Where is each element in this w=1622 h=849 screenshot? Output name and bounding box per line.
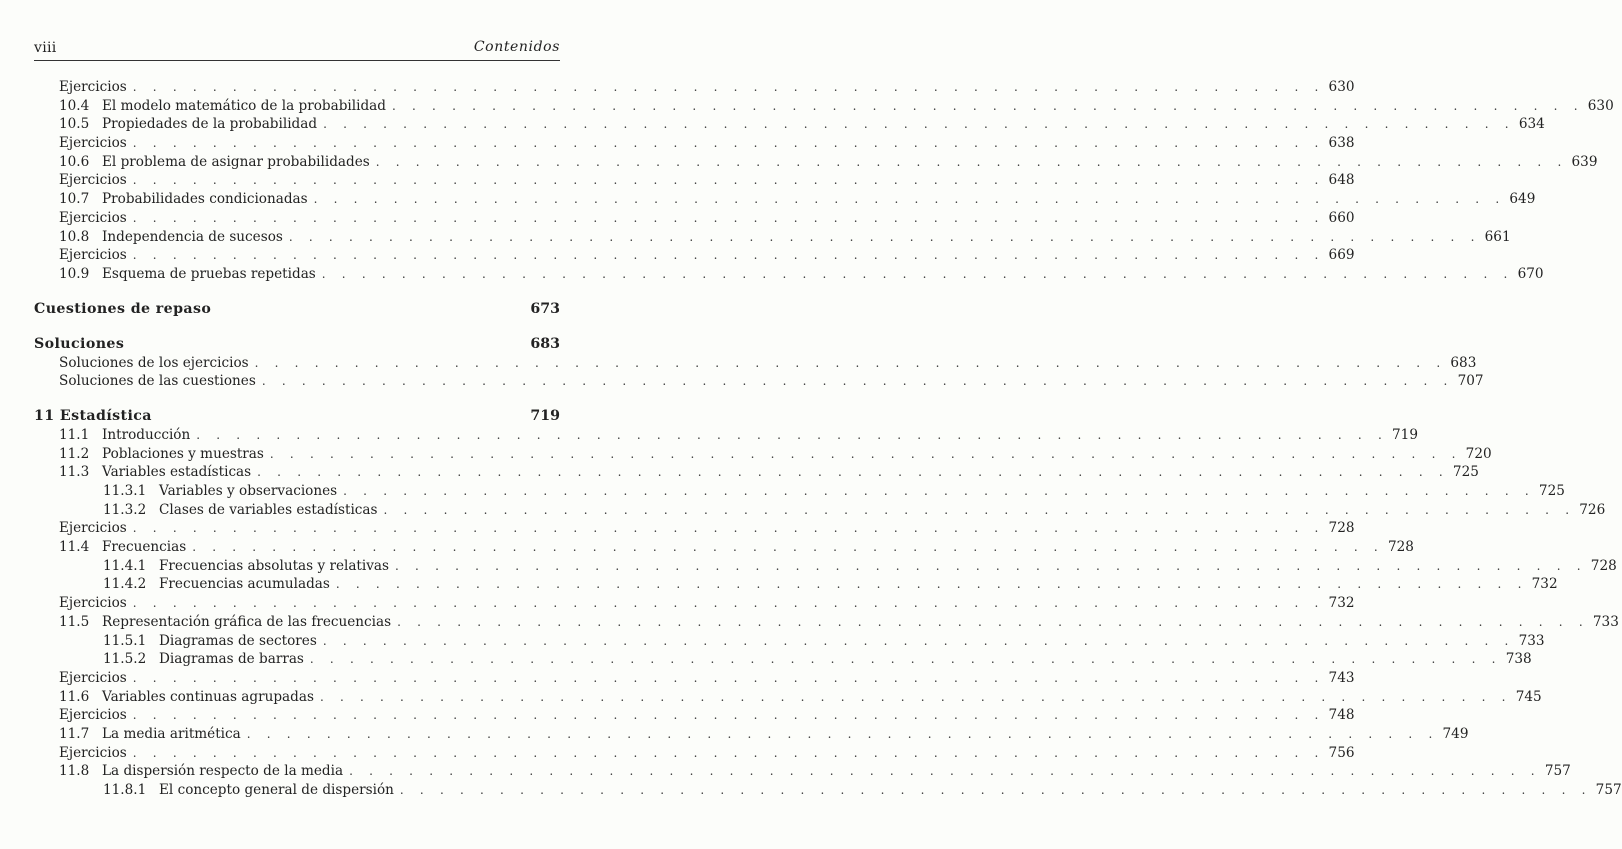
- entry-label: [103, 482, 343, 501]
- entry-number: 10.5: [59, 116, 90, 133]
- entry-number: 10.6: [59, 153, 90, 170]
- entry-number: 11.6: [59, 688, 90, 705]
- running-header: [34, 38, 560, 61]
- entry-title: Ejercicios: [59, 209, 127, 226]
- entry-label: [59, 115, 323, 134]
- toc-entry-ejercicios[interactable]: [34, 519, 1355, 538]
- entry-title: Ejercicios: [59, 247, 127, 264]
- entry-title: Representación gráfica de las frecuencias: [102, 613, 392, 630]
- entry-title: El problema de asignar probabilidades: [102, 153, 370, 170]
- toc-entry-ejercicios[interactable]: [34, 209, 1355, 228]
- entry-number: 11.7: [59, 725, 90, 742]
- dot-leader: . . . . . . . . . . . . . . . . . . . . . . . . . . . . . . . . . . . . . . . . . . . . . . . . . . . . . . . . . . . .: [319, 689, 1512, 704]
- entry-title: Clases de variables estadísticas: [159, 501, 378, 518]
- dot-leader: . . . . . . . . . . . . . . . . . . . . . . . . . . . . . . . . . . . . . . . . . . . . . . . . . . . . . . . . . . . .: [383, 502, 1576, 517]
- entry-label: [59, 228, 289, 247]
- entry-page: 749: [1438, 725, 1468, 744]
- toc-entry-11-5-2[interactable]: [34, 650, 1532, 669]
- entry-page: 728: [1587, 557, 1617, 576]
- entry-page: 719: [1388, 426, 1418, 445]
- entry-title: Soluciones de las cuestiones: [59, 373, 256, 390]
- entry-number: 11.8.1: [103, 782, 147, 798]
- entry-label: [59, 372, 262, 391]
- chapter-page: 719: [530, 407, 560, 424]
- entry-page: 720: [1462, 445, 1492, 464]
- dot-leader: . . . . . . . . . . . . . . . . . . . . . . . . . . . . . . . . . . . . . . . . . . . . . . . . . . . . . . . . . . . .: [335, 577, 1528, 592]
- toc-block-soluciones: [34, 354, 1484, 391]
- dot-leader: . . . . . . . . . . . . . . . . . . . . . . . . . . . . . . . . . . . . . . . . . . . . . . . . . . . . . . . . . . . .: [132, 173, 1325, 188]
- dot-leader: . . . . . . . . . . . . . . . . . . . . . . . . . . . . . . . . . . . . . . . . . . . . . . . . . . . . . . . . . . . .: [399, 783, 1592, 797]
- entry-label: [103, 575, 336, 594]
- entry-page: 660: [1325, 209, 1355, 228]
- entry-label: [59, 153, 376, 172]
- entry-page: 748: [1325, 706, 1355, 725]
- entry-label: [59, 519, 133, 538]
- dot-leader: . . . . . . . . . . . . . . . . . . . . . . . . . . . . . . . . . . . . . . . . . . . . . . . . . . . . . . . . . . . .: [343, 484, 1535, 498]
- dot-leader: . . . . . . . . . . . . . . . . . . . . . . . . . . . . . . . . . . . . . . . . . . . . . . . . . . . . . . . . . . . .: [261, 374, 1454, 389]
- entry-label: [59, 445, 270, 464]
- toc-entry-10-7[interactable]: [34, 190, 1536, 209]
- entry-number: 11.8: [59, 763, 90, 780]
- entry-number: 11.2: [59, 445, 90, 462]
- entry-page: 634: [1515, 115, 1545, 134]
- entry-label: [59, 688, 320, 707]
- toc-entry-ejercicios[interactable]: [34, 246, 1355, 265]
- dot-leader: . . . . . . . . . . . . . . . . . . . . . . . . . . . . . . . . . . . . . . . . . . . . . . . . . . . . . . . . . . . .: [322, 633, 1515, 648]
- entry-title: Probabilidades condicionadas: [102, 191, 308, 208]
- entry-label: [59, 538, 192, 557]
- toc-entry-11-1[interactable]: [34, 426, 1418, 445]
- toc-chapter-11[interactable]: [34, 407, 560, 426]
- entry-title: Ejercicios: [59, 595, 127, 612]
- entry-label: [59, 246, 133, 265]
- entry-page: 725: [1535, 482, 1565, 501]
- toc-part-cuestiones[interactable]: [34, 300, 560, 319]
- entry-number: 10.9: [59, 265, 90, 282]
- dot-leader: . . . . . . . . . . . . . . . . . . . . . . . . . . . . . . . . . . . . . . . . . . . . . . . . . . . . . . . . . . . .: [391, 98, 1584, 113]
- entry-label: [59, 134, 133, 153]
- toc-block-chapter-11: [34, 426, 1622, 800]
- dot-leader: . . . . . . . . . . . . . . . . . . . . . . . . . . . . . . . . . . . . . . . . . . . . . . . . . . . . . . . . . . . .: [397, 614, 1589, 629]
- entry-number: 11.5: [59, 613, 90, 630]
- toc-entry-soluciones-de-las-cuestiones[interactable]: [34, 372, 1484, 391]
- dot-leader: . . . . . . . . . . . . . . . . . . . . . . . . . . . . . . . . . . . . . . . . . . . . . . . . . . . . . . . . . . . .: [132, 670, 1325, 685]
- entry-page: 669: [1325, 246, 1355, 265]
- dot-leader: . . . . . . . . . . . . . . . . . . . . . . . . . . . . . . . . . . . . . . . . . . . . . . . . . . . . . . . . . . . .: [196, 427, 1388, 442]
- toc-entry-10-9[interactable]: [34, 265, 1544, 284]
- entry-number: 10.4: [59, 97, 90, 114]
- entry-page: 648: [1325, 171, 1355, 190]
- toc-entry-11-4-1[interactable]: [34, 557, 1617, 576]
- toc-entry-11-3-1[interactable]: [34, 482, 1565, 501]
- toc-entry-ejercicios[interactable]: [34, 171, 1355, 190]
- toc-entry-10-5[interactable]: [34, 115, 1545, 134]
- toc-entry-11-8[interactable]: [34, 762, 1571, 781]
- entry-title: Soluciones de los ejercicios: [59, 354, 249, 371]
- entry-title: Frecuencias acumuladas: [159, 576, 330, 593]
- entry-number: 11.4.2: [103, 576, 147, 593]
- entry-label: [59, 97, 392, 116]
- entry-label: [59, 613, 397, 632]
- entry-number: 11.5.1: [103, 632, 147, 649]
- entry-title: Diagramas de sectores: [159, 632, 317, 649]
- toc-entry-ejercicios[interactable]: [34, 744, 1355, 763]
- dot-leader: . . . . . . . . . . . . . . . . . . . . . . . . . . . . . . . . . . . . . . . . . . . . . . . . . . . . . . . . . . . .: [192, 540, 1384, 555]
- entry-title: Diagramas de barras: [159, 651, 304, 668]
- part-page: 673: [530, 300, 560, 317]
- entry-label: [59, 594, 133, 613]
- toc-entry-ejercicios[interactable]: [34, 594, 1355, 613]
- dot-leader: . . . . . . . . . . . . . . . . . . . . . . . . . . . . . . . . . . . . . . . . . . . . . . . . . . . . . . . . . . . .: [254, 355, 1447, 370]
- entry-page: 738: [1502, 650, 1532, 669]
- toc-entry-ejercicios[interactable]: [34, 669, 1355, 688]
- toc-entry-ejercicios[interactable]: [34, 706, 1355, 725]
- dot-leader: . . . . . . . . . . . . . . . . . . . . . . . . . . . . . . . . . . . . . . . . . . . . . . . . . . . . . . . . . . . .: [132, 708, 1325, 723]
- entry-title: La dispersión respecto de la media: [102, 763, 344, 780]
- entry-title: Ejercicios: [59, 520, 127, 537]
- running-title: Contenidos: [473, 39, 560, 55]
- entry-label: [59, 265, 322, 284]
- entry-page: 670: [1514, 265, 1544, 284]
- dot-leader: . . . . . . . . . . . . . . . . . . . . . . . . . . . . . . . . . . . . . . . . . . . . . . . . . . . . . . . . . . . .: [309, 652, 1502, 667]
- entry-page: 707: [1454, 372, 1484, 391]
- entry-title: Frecuencias absolutas y relativas: [159, 557, 390, 574]
- toc-entry-11-6[interactable]: [34, 688, 1542, 707]
- entry-number: 10.7: [59, 191, 90, 208]
- entry-number: 10.8: [59, 228, 90, 245]
- toc-entry-11-8-1[interactable]: [34, 781, 1622, 800]
- entry-label: [59, 426, 196, 445]
- entry-number: 11.3.1: [103, 483, 147, 499]
- toc-entry-10-6[interactable]: [34, 153, 1598, 172]
- entry-title: Ejercicios: [59, 135, 127, 152]
- entry-label: [59, 190, 314, 209]
- toc-entry-soluciones-de-los-ejercicios[interactable]: [34, 354, 1477, 373]
- dot-leader: . . . . . . . . . . . . . . . . . . . . . . . . . . . . . . . . . . . . . . . . . . . . . . . . . . . . . . . . . . . .: [349, 764, 1541, 779]
- entry-label: [59, 171, 133, 190]
- entry-page: 638: [1325, 134, 1355, 153]
- dot-leader: . . . . . . . . . . . . . . . . . . . . . . . . . . . . . . . . . . . . . . . . . . . . . . . . . . . . . . . . . . . .: [132, 596, 1325, 611]
- entry-page: 733: [1589, 613, 1619, 632]
- dot-leader: . . . . . . . . . . . . . . . . . . . . . . . . . . . . . . . . . . . . . . . . . . . . . . . . . . . . . . . . . . . .: [132, 248, 1325, 263]
- entry-title: Introducción: [102, 426, 191, 443]
- entry-number: 11.4: [59, 539, 90, 556]
- entry-label: [59, 669, 133, 688]
- dot-leader: . . . . . . . . . . . . . . . . . . . . . . . . . . . . . . . . . . . . . . . . . . . . . . . . . . . . . . . . . . . .: [323, 117, 1515, 132]
- entry-title: Frecuencias: [102, 539, 187, 556]
- entry-number: 11.3: [59, 464, 90, 481]
- part-title: Cuestiones de repaso: [34, 300, 212, 317]
- dot-leader: . . . . . . . . . . . . . . . . . . . . . . . . . . . . . . . . . . . . . . . . . . . . . . . . . . . . . . . . . . . .: [246, 726, 1439, 741]
- entry-number: 11.1: [59, 426, 90, 443]
- entry-title: Variables estadísticas: [102, 464, 252, 481]
- entry-title: Independencia de sucesos: [102, 228, 283, 245]
- entry-page: 630: [1584, 97, 1614, 116]
- entry-title: Variables continuas agrupadas: [102, 688, 314, 705]
- entry-page: 639: [1567, 153, 1597, 172]
- toc-entry-10-8[interactable]: [34, 228, 1511, 247]
- entry-number: 11.5.2: [103, 651, 147, 668]
- entry-page: 732: [1528, 575, 1558, 594]
- entry-page: 757: [1541, 762, 1571, 781]
- dot-leader: . . . . . . . . . . . . . . . . . . . . . . . . . . . . . . . . . . . . . . . . . . . . . . . . . . . . . . . . . . . .: [321, 266, 1514, 281]
- entry-page: 683: [1446, 354, 1476, 373]
- dot-leader: . . . . . . . . . . . . . . . . . . . . . . . . . . . . . . . . . . . . . . . . . . . . . . . . . . . . . . . . . . . .: [132, 136, 1325, 151]
- entry-page: 756: [1325, 744, 1355, 763]
- entry-title: Propiedades de la probabilidad: [102, 116, 318, 133]
- dot-leader: . . . . . . . . . . . . . . . . . . . . . . . . . . . . . . . . . . . . . . . . . . . . . . . . . . . . . . . . . . . .: [132, 745, 1325, 760]
- dot-leader: . . . . . . . . . . . . . . . . . . . . . . . . . . . . . . . . . . . . . . . . . . . . . . . . . . . . . . . . . . . .: [257, 465, 1449, 480]
- dot-leader: . . . . . . . . . . . . . . . . . . . . . . . . . . . . . . . . . . . . . . . . . . . . . . . . . . . . . . . . . . . .: [313, 192, 1506, 207]
- dot-leader: . . . . . . . . . . . . . . . . . . . . . . . . . . . . . . . . . . . . . . . . . . . . . . . . . . . . . . . . . . . .: [132, 210, 1325, 225]
- entry-title: La media aritmética: [102, 725, 241, 742]
- dot-leader: . . . . . . . . . . . . . . . . . . . . . . . . . . . . . . . . . . . . . . . . . . . . . . . . . . . . . . . . . . . .: [132, 521, 1325, 536]
- entry-label: [59, 725, 247, 744]
- entry-page: 745: [1512, 688, 1542, 707]
- entry-label: [59, 209, 133, 228]
- entry-page: 728: [1325, 519, 1355, 538]
- page-number: viii: [34, 40, 57, 56]
- chapter-title: 11 Estadística: [34, 407, 152, 424]
- entry-title: Ejercicios: [59, 744, 127, 761]
- entry-label: [59, 744, 133, 763]
- part-page: 683: [530, 335, 560, 352]
- entry-page: 733: [1515, 632, 1545, 651]
- toc-entry-11-4-2[interactable]: [34, 575, 1558, 594]
- entry-title: El concepto general de dispersión: [159, 782, 394, 798]
- entry-page: 725: [1449, 463, 1479, 482]
- entry-label: [103, 650, 310, 669]
- entry-number: 11.4.1: [103, 557, 147, 574]
- entry-page: 757: [1592, 781, 1622, 800]
- toc-entry-11-7[interactable]: [34, 725, 1469, 744]
- entry-title: Ejercicios: [59, 707, 127, 724]
- toc-entry-11-5[interactable]: [34, 613, 1619, 632]
- entry-page: 743: [1325, 669, 1355, 688]
- entry-page: 630: [1325, 78, 1355, 97]
- entry-number: 11.3.2: [103, 501, 147, 518]
- toc-entry-11-5-1[interactable]: [34, 632, 1545, 651]
- entry-label: [59, 354, 255, 373]
- toc-entry-11-3[interactable]: [34, 463, 1479, 482]
- entry-title: Ejercicios: [59, 669, 127, 686]
- entry-label: [103, 557, 395, 576]
- entry-title: Variables y observaciones: [159, 483, 338, 499]
- entry-page: 661: [1481, 228, 1511, 247]
- entry-page: 732: [1325, 594, 1355, 613]
- dot-leader: . . . . . . . . . . . . . . . . . . . . . . . . . . . . . . . . . . . . . . . . . . . . . . . . . . . . . . . . . . . .: [269, 446, 1462, 461]
- entry-title: El modelo matemático de la probabilidad: [102, 97, 386, 114]
- entry-label: [59, 78, 133, 97]
- entry-label: [103, 632, 323, 651]
- entry-title: Poblaciones y muestras: [102, 445, 264, 462]
- entry-page: 728: [1384, 538, 1414, 557]
- entry-title: Ejercicios: [59, 79, 127, 95]
- entry-label: [59, 706, 133, 725]
- entry-label: [59, 762, 349, 781]
- entry-page: 726: [1575, 501, 1605, 520]
- entry-title: Esquema de pruebas repetidas: [102, 265, 316, 282]
- entry-title: Ejercicios: [59, 172, 127, 189]
- entry-page: 649: [1505, 190, 1535, 209]
- table-of-contents: [34, 78, 1622, 800]
- part-title: Soluciones: [34, 335, 125, 352]
- dot-leader: . . . . . . . . . . . . . . . . . . . . . . . . . . . . . . . . . . . . . . . . . . . . . . . . . . . . . . . . . . . .: [288, 229, 1481, 244]
- toc-entry-11-4[interactable]: [34, 538, 1414, 557]
- dot-leader: . . . . . . . . . . . . . . . . . . . . . . . . . . . . . . . . . . . . . . . . . . . . . . . . . . . . . . . . . . . .: [395, 558, 1587, 573]
- toc-entry-ejercicios[interactable]: [34, 78, 1355, 97]
- toc-entry-ejercicios[interactable]: [34, 134, 1355, 153]
- toc-entry-10-4[interactable]: [34, 97, 1614, 116]
- toc-part-soluciones[interactable]: [34, 335, 560, 354]
- entry-label: [103, 501, 383, 520]
- toc-entry-11-3-2[interactable]: [34, 501, 1606, 520]
- dot-leader: . . . . . . . . . . . . . . . . . . . . . . . . . . . . . . . . . . . . . . . . . . . . . . . . . . . . . . . . . . . .: [375, 154, 1568, 169]
- toc-block-chapter-10: [34, 78, 1614, 284]
- entry-label: [103, 781, 400, 800]
- dot-leader: . . . . . . . . . . . . . . . . . . . . . . . . . . . . . . . . . . . . . . . . . . . . . . . . . . . . . . . . . . . .: [132, 80, 1325, 94]
- entry-label: [59, 463, 257, 482]
- toc-entry-11-2[interactable]: [34, 445, 1492, 464]
